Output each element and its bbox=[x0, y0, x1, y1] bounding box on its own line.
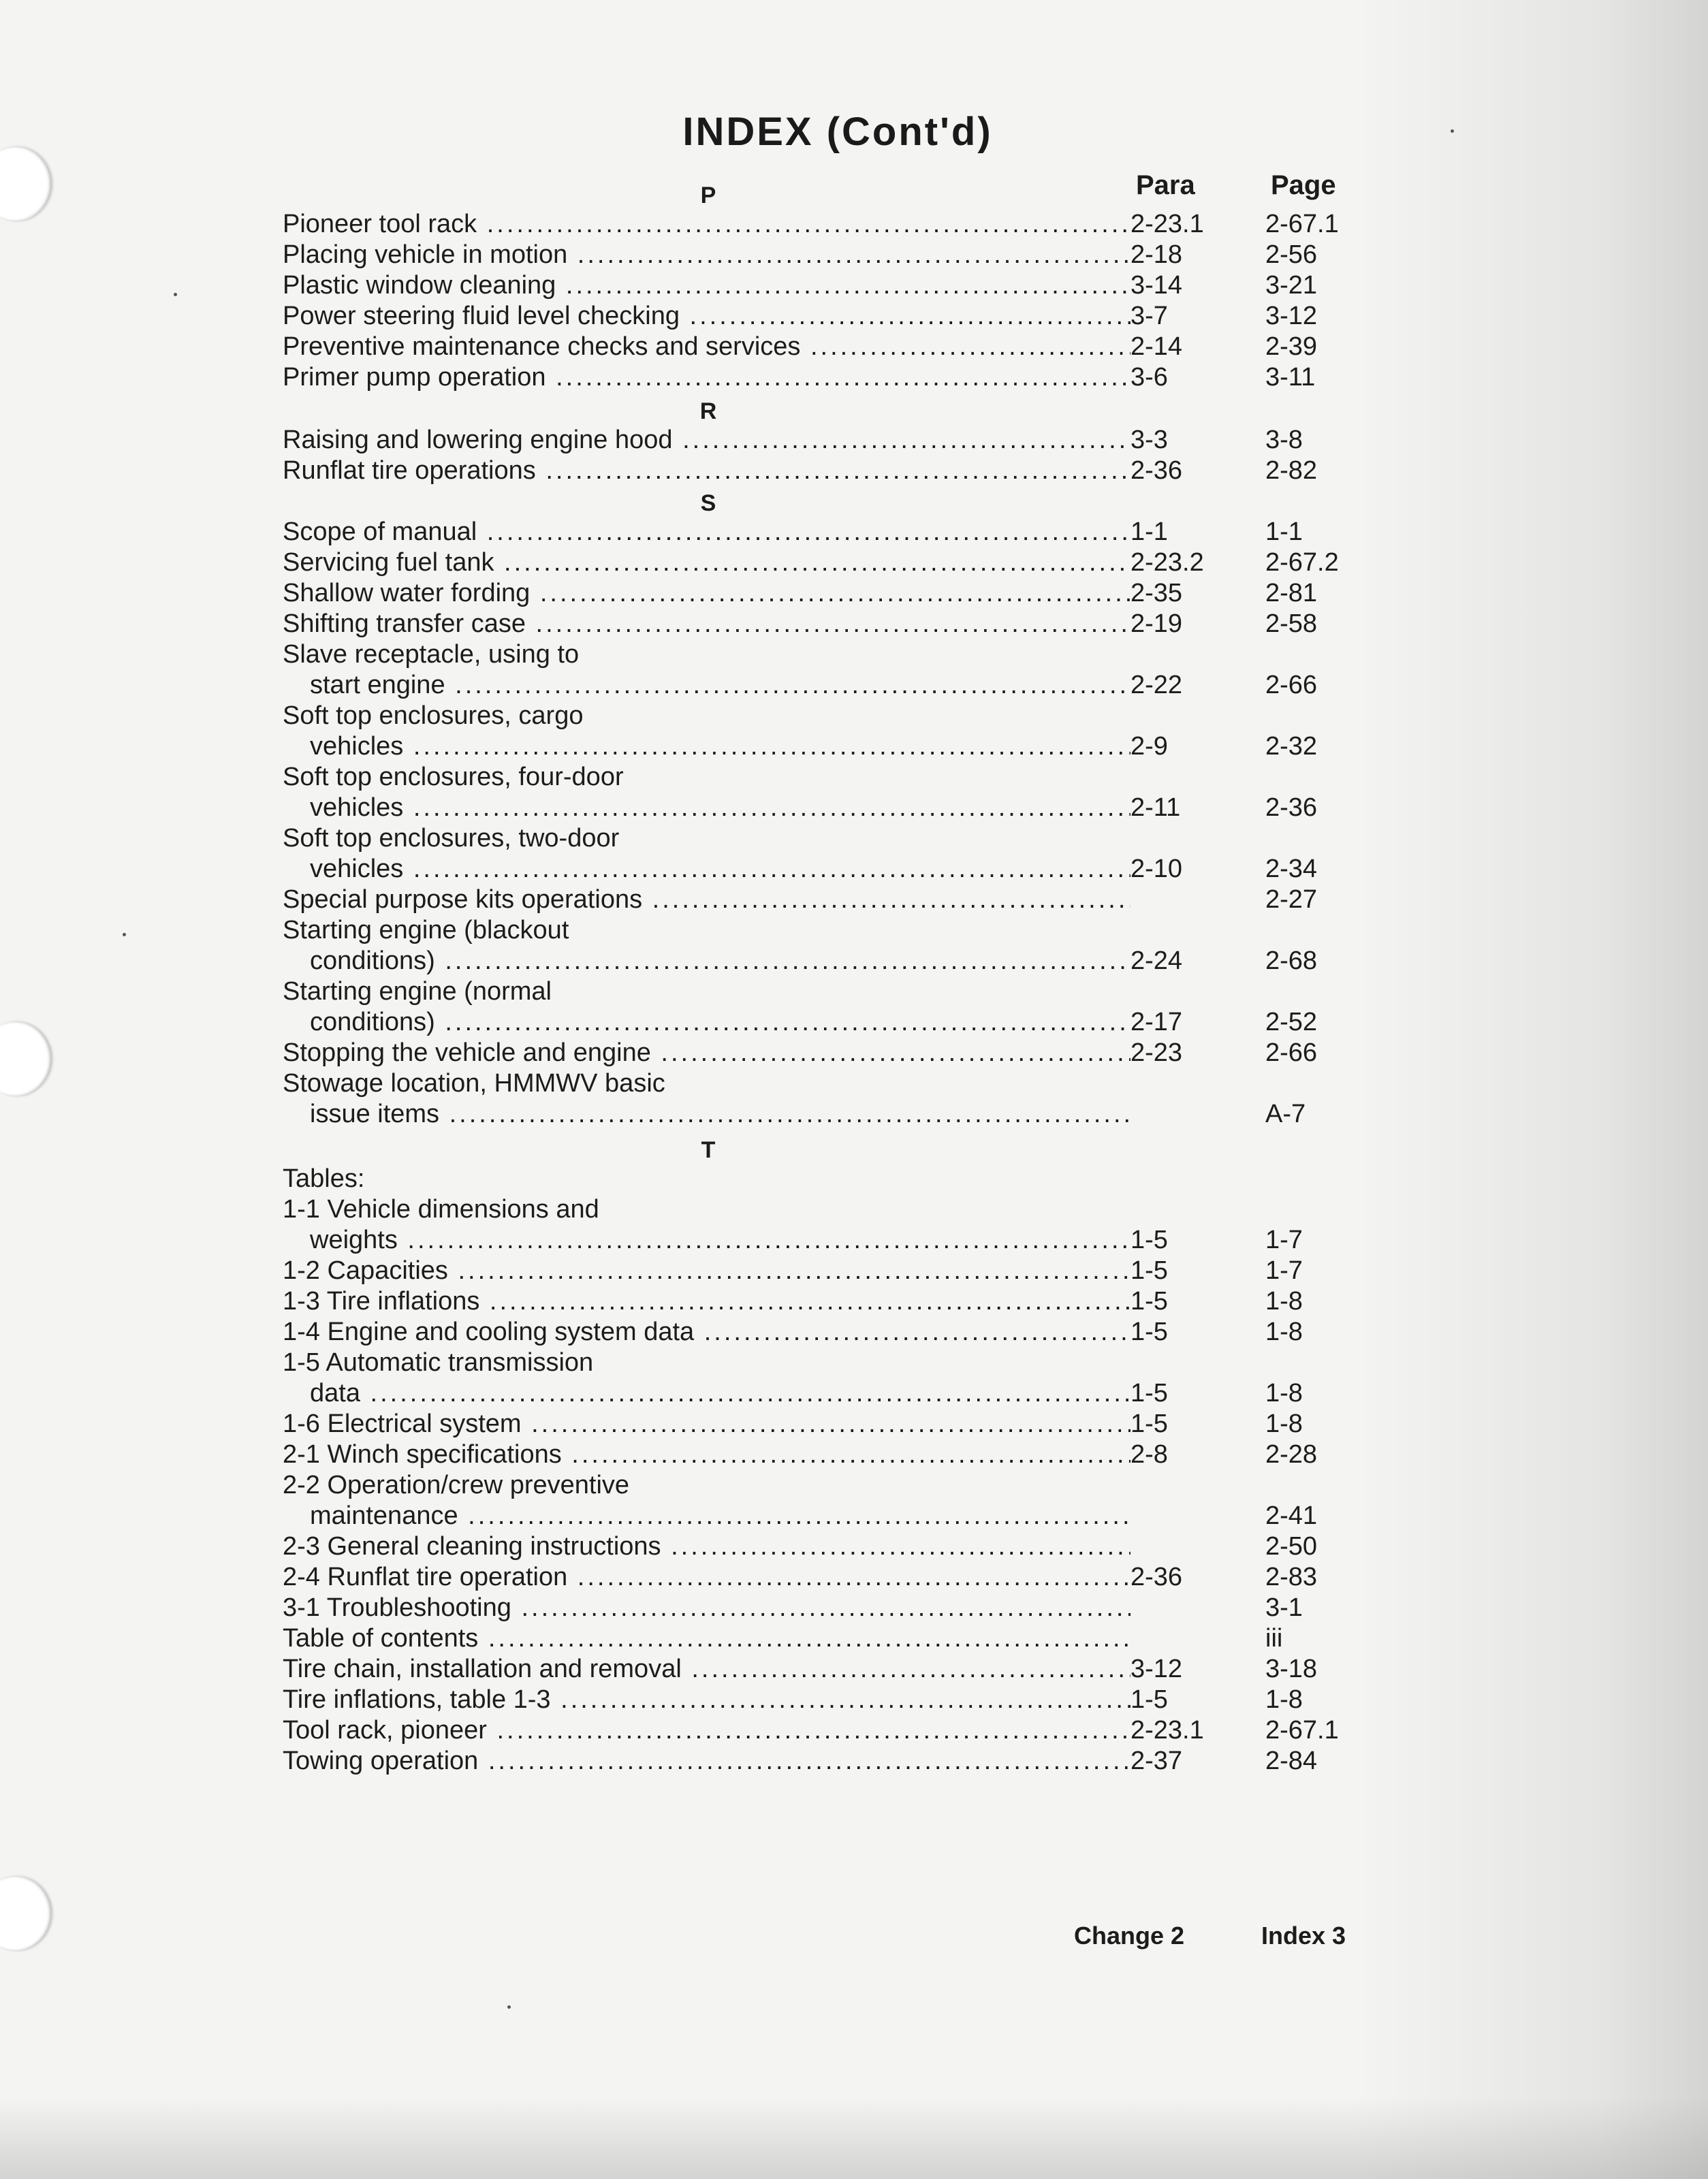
entry-label: 2-1 Winch specifications ..... bbox=[283, 1439, 1130, 1470]
index-entry-line bbox=[0, 945, 1708, 976]
index-entry-line bbox=[0, 1255, 1708, 1286]
index-entry-line bbox=[0, 1715, 1708, 1746]
entry-label: Soft top enclosures, two-door bbox=[283, 824, 620, 853]
entry-para: 2-14 bbox=[1130, 332, 1183, 361]
entry-page: 3-21 bbox=[1265, 271, 1318, 300]
entry-page: 3-11 bbox=[1265, 363, 1316, 392]
entry-page: 2-56 bbox=[1265, 240, 1318, 269]
entry-label: Shallow water fording ..... bbox=[283, 577, 1130, 609]
index-entry-line bbox=[0, 1068, 1708, 1099]
entry-page: 1-8 bbox=[1265, 1287, 1303, 1316]
index-entry-line bbox=[0, 270, 1708, 301]
entry-page: 3-8 bbox=[1265, 426, 1303, 454]
entry-label: Primer pump operation ..... bbox=[283, 362, 1130, 393]
index-entry-line bbox=[0, 331, 1708, 362]
entry-page: 2-81 bbox=[1265, 579, 1318, 607]
entry-label: Slave receptacle, using to bbox=[283, 640, 580, 669]
change-number: Change 2 bbox=[1074, 1922, 1185, 1950]
entry-label: Tables: bbox=[283, 1164, 365, 1193]
entry-label: vehicles ..... bbox=[310, 792, 1130, 823]
index-entry-line bbox=[0, 1684, 1708, 1715]
page-title: INDEX (Cont'd) bbox=[682, 110, 993, 154]
entry-label: Servicing fuel tank ..... bbox=[283, 547, 1130, 578]
page-column-header: Page bbox=[1271, 170, 1336, 200]
index-entry-line bbox=[0, 300, 1708, 332]
entry-para: 2-24 bbox=[1130, 947, 1183, 975]
entry-para: 2-10 bbox=[1130, 855, 1183, 883]
entry-para: 3-3 bbox=[1130, 426, 1168, 454]
index-entry-line bbox=[0, 1531, 1708, 1562]
entry-page: 2-52 bbox=[1265, 1008, 1318, 1036]
entry-label: 2-2 Operation/crew preventive bbox=[283, 1471, 630, 1499]
entry-label: Plastic window cleaning ..... bbox=[283, 270, 1130, 301]
index-entry-line bbox=[0, 1347, 1708, 1378]
entry-page: 2-66 bbox=[1265, 1038, 1318, 1067]
entry-para: 2-23.2 bbox=[1130, 548, 1204, 577]
entry-para: 1-5 bbox=[1130, 1410, 1168, 1438]
entry-label: Starting engine (blackout bbox=[283, 916, 569, 944]
entry-label: Raising and lowering engine hood ..... bbox=[283, 424, 1130, 456]
entry-label: Stopping the vehicle and engine ..... bbox=[283, 1037, 1130, 1068]
index-entry-line bbox=[0, 208, 1708, 240]
index-entry-line bbox=[0, 669, 1708, 701]
index-entry-line bbox=[0, 1098, 1708, 1130]
index-entry-line bbox=[0, 1194, 1708, 1225]
index-entry-line bbox=[0, 1561, 1708, 1593]
entry-para: 1-5 bbox=[1130, 1318, 1168, 1346]
entry-label: Soft top enclosures, four-door bbox=[283, 763, 624, 791]
entry-page: 2-36 bbox=[1265, 793, 1318, 822]
index-entry-line bbox=[0, 853, 1708, 885]
entry-page: 2-34 bbox=[1265, 855, 1318, 883]
entry-para: 3-12 bbox=[1130, 1655, 1183, 1683]
entry-page: 3-12 bbox=[1265, 302, 1318, 330]
entry-para: 2-36 bbox=[1130, 456, 1183, 485]
entry-label: Special purpose kits operations ..... bbox=[283, 884, 1130, 915]
index-entry-line bbox=[0, 1623, 1708, 1654]
section-letter-p: P bbox=[700, 182, 716, 208]
index-entry-line bbox=[0, 1592, 1708, 1623]
index-entry-line bbox=[0, 1163, 1708, 1194]
entry-para: 2-23.1 bbox=[1130, 210, 1204, 238]
index-entry-line bbox=[0, 1037, 1708, 1068]
index-entry-line bbox=[0, 1439, 1708, 1470]
entry-label: vehicles ..... bbox=[310, 731, 1130, 762]
entry-label: Shifting transfer case ..... bbox=[283, 608, 1130, 639]
entry-page: iii bbox=[1265, 1624, 1283, 1653]
entry-label: Soft top enclosures, cargo bbox=[283, 701, 584, 730]
index-entry-line bbox=[0, 1006, 1708, 1038]
entry-page: 2-67.1 bbox=[1265, 1716, 1339, 1745]
entry-page: 2-58 bbox=[1265, 609, 1318, 638]
entry-para: 3-7 bbox=[1130, 302, 1168, 330]
index-entry-line bbox=[0, 700, 1708, 731]
index-entry-line bbox=[0, 1469, 1708, 1501]
index-entry-line bbox=[0, 608, 1708, 639]
entry-page: 2-39 bbox=[1265, 332, 1318, 361]
entry-label: Stowage location, HMMWV basic bbox=[283, 1069, 665, 1098]
entry-page: 1-8 bbox=[1265, 1685, 1303, 1714]
entry-label: Power steering fluid level checking ..... bbox=[283, 300, 1130, 332]
section-letter-t: T bbox=[701, 1137, 716, 1163]
entry-para: 1-5 bbox=[1130, 1256, 1168, 1285]
entry-label: Preventive maintenance checks and services ..... bbox=[283, 331, 1130, 362]
entry-page: 2-68 bbox=[1265, 947, 1318, 975]
entry-label: start engine ..... bbox=[310, 669, 1130, 701]
entry-page: 2-41 bbox=[1265, 1501, 1318, 1530]
index-entry-line bbox=[0, 1408, 1708, 1440]
entry-label: 1-6 Electrical system ..... bbox=[283, 1408, 1130, 1440]
entry-label: Runflat tire operations ..... bbox=[283, 455, 1130, 486]
index-entry-line bbox=[0, 761, 1708, 793]
entry-para: 2-36 bbox=[1130, 1563, 1183, 1591]
entry-page: 1-8 bbox=[1265, 1379, 1303, 1407]
entry-para: 2-35 bbox=[1130, 579, 1183, 607]
entry-label: 2-4 Runflat tire operation ..... bbox=[283, 1561, 1130, 1593]
entry-para: 2-9 bbox=[1130, 732, 1168, 761]
index-entry-line bbox=[0, 362, 1708, 393]
index-entry-line bbox=[0, 1378, 1708, 1409]
entry-label: Tire inflations, table 1-3 ..... bbox=[283, 1684, 1130, 1715]
index-entry-line bbox=[0, 731, 1708, 762]
entry-label: Placing vehicle in motion ..... bbox=[283, 239, 1130, 270]
index-entry-line bbox=[0, 914, 1708, 946]
entry-para: 2-8 bbox=[1130, 1440, 1168, 1469]
index-entry-line bbox=[0, 424, 1708, 456]
entry-label: 3-1 Troubleshooting ..... bbox=[283, 1592, 1130, 1623]
index-entry-line bbox=[0, 884, 1708, 915]
entry-label: vehicles ..... bbox=[310, 853, 1130, 885]
index-entry-line bbox=[0, 516, 1708, 547]
entry-page: 1-1 bbox=[1265, 518, 1303, 546]
index-entry-line bbox=[0, 823, 1708, 854]
entry-para: 1-1 bbox=[1130, 518, 1168, 546]
index-entry-line bbox=[0, 1745, 1708, 1777]
entry-para: 1-5 bbox=[1130, 1379, 1168, 1407]
entry-label: maintenance ..... bbox=[310, 1500, 1130, 1531]
entry-page: 1-8 bbox=[1265, 1318, 1303, 1346]
index-entry-line bbox=[0, 547, 1708, 578]
entry-para: 2-23 bbox=[1130, 1038, 1183, 1067]
entry-label: weights ..... bbox=[310, 1224, 1130, 1256]
entry-label: issue items ..... bbox=[310, 1098, 1130, 1130]
entry-para: 2-19 bbox=[1130, 609, 1183, 638]
entry-para: 1-5 bbox=[1130, 1226, 1168, 1254]
entry-page: 3-1 bbox=[1265, 1593, 1303, 1622]
entry-para: 2-11 bbox=[1130, 793, 1181, 822]
para-column-header: Para bbox=[1136, 170, 1195, 200]
index-entry-line bbox=[0, 1316, 1708, 1348]
entry-page: 3-18 bbox=[1265, 1655, 1318, 1683]
entry-label: conditions) ..... bbox=[310, 945, 1130, 976]
index-entry-line bbox=[0, 976, 1708, 1007]
index-entry-line bbox=[0, 1653, 1708, 1685]
entry-para: 2-22 bbox=[1130, 671, 1183, 699]
index-entry-line bbox=[0, 792, 1708, 823]
entry-page: 1-7 bbox=[1265, 1256, 1303, 1285]
index-entry-line bbox=[0, 1224, 1708, 1256]
entry-para: 2-17 bbox=[1130, 1008, 1183, 1036]
entry-page: 2-82 bbox=[1265, 456, 1318, 485]
entry-label: Towing operation ..... bbox=[283, 1745, 1130, 1777]
index-entry-line bbox=[0, 1286, 1708, 1317]
entry-page: 2-27 bbox=[1265, 885, 1318, 914]
entry-page: 2-67.1 bbox=[1265, 210, 1339, 238]
index-entry-line bbox=[0, 455, 1708, 486]
entry-page: 2-67.2 bbox=[1265, 548, 1339, 577]
entry-page: 1-8 bbox=[1265, 1410, 1303, 1438]
entry-page: A-7 bbox=[1265, 1100, 1306, 1128]
entry-page: 2-83 bbox=[1265, 1563, 1318, 1591]
entry-label: conditions) ..... bbox=[310, 1006, 1130, 1038]
entry-para: 2-23.1 bbox=[1130, 1716, 1204, 1745]
entry-para: 2-18 bbox=[1130, 240, 1183, 269]
entry-para: 1-5 bbox=[1130, 1685, 1168, 1714]
entry-page: 2-66 bbox=[1265, 671, 1318, 699]
index-entry-line bbox=[0, 577, 1708, 609]
entry-label: Tool rack, pioneer ..... bbox=[283, 1715, 1130, 1746]
entry-label: 1-3 Tire inflations ..... bbox=[283, 1286, 1130, 1317]
entry-label: 1-2 Capacities ..... bbox=[283, 1255, 1130, 1286]
entry-page: 2-84 bbox=[1265, 1747, 1318, 1775]
entry-label: 1-5 Automatic transmission bbox=[283, 1348, 594, 1377]
index-entry-line bbox=[0, 1500, 1708, 1531]
page-number: Index 3 bbox=[1261, 1922, 1346, 1950]
entry-page: 2-50 bbox=[1265, 1532, 1318, 1561]
index-entry-line bbox=[0, 639, 1708, 670]
entry-label: Starting engine (normal bbox=[283, 977, 552, 1006]
section-letter-s: S bbox=[700, 490, 716, 516]
entry-para: 3-6 bbox=[1130, 363, 1168, 392]
entry-label: Scope of manual ..... bbox=[283, 516, 1130, 547]
section-letter-r: R bbox=[699, 398, 717, 424]
entry-page: 1-7 bbox=[1265, 1226, 1303, 1254]
entry-label: Tire chain, installation and removal ..... bbox=[283, 1653, 1130, 1685]
index-entry-line bbox=[0, 239, 1708, 270]
entry-para: 3-14 bbox=[1130, 271, 1183, 300]
entry-label: 1-1 Vehicle dimensions and bbox=[283, 1195, 599, 1224]
entry-page: 2-28 bbox=[1265, 1440, 1318, 1469]
entry-label: 2-3 General cleaning instructions ..... bbox=[283, 1531, 1130, 1562]
entry-label: Pioneer tool rack ..... bbox=[283, 208, 1130, 240]
entry-label: Table of contents ..... bbox=[283, 1623, 1130, 1654]
entry-label: 1-4 Engine and cooling system data ..... bbox=[283, 1316, 1130, 1348]
entry-para: 2-37 bbox=[1130, 1747, 1183, 1775]
entry-page: 2-32 bbox=[1265, 732, 1318, 761]
entry-label: data ..... bbox=[310, 1378, 1130, 1409]
entry-para: 1-5 bbox=[1130, 1287, 1168, 1316]
